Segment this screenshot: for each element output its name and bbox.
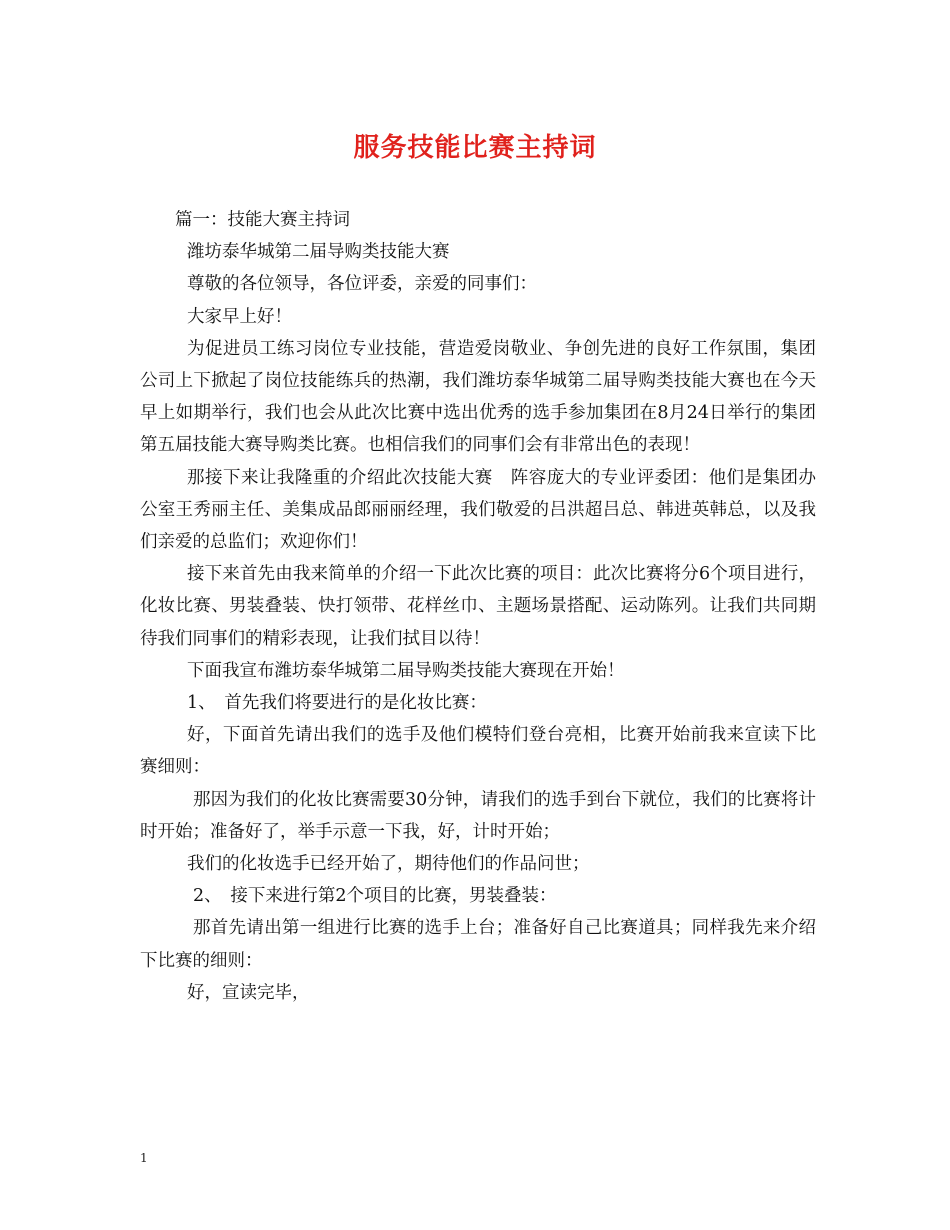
paragraph-announce-start: 下面我宣布潍坊泰华城第二届导购类技能大赛现在开始！ <box>187 660 625 681</box>
document-title: 服务技能比赛主持词 <box>353 133 597 163</box>
paragraph-good-morning: 大家早上好！ <box>187 306 292 327</box>
paragraph-section-heading: 篇一：技能大赛主持词 <box>175 210 350 230</box>
paragraph-greeting: 尊敬的各位领导，各位评委，亲爱的同事们： <box>187 274 537 295</box>
document-body <box>140 204 816 1009</box>
paragraph-item-1: 1、 首先我们将要进行的是化妆比赛： <box>187 693 487 714</box>
page-number: 1 <box>140 1151 148 1165</box>
paragraph-judges: 那接下来让我隆重的介绍此次技能大赛 阵容庞大的专业评委团：他们是集团办公室王秀丽主任、美集成品郎丽丽经理，我们敬爱的吕洪超吕总、韩进英韩总，以及我们亲爱的总监们；欢迎你们！ <box>140 467 816 553</box>
paragraph-timing: 那因为我们的化妆比赛需要30分钟，请我们的选手到台下就位，我们的比赛将计时开始；准备好了，举手示意一下我，好，计时开始； <box>140 789 816 842</box>
paragraph-events: 接下来首先由我来简单的介绍一下此次比赛的项目：此次比赛将分6个项目进行，化妆比赛、男装叠装、快打领带、花样丝巾、主题场景搭配、运动陈列。让我们共同期待我们同事们的精彩表现，让我们拭目以待！ <box>140 564 816 649</box>
paragraph-item-2: 2、 接下来进行第2个项目的比赛，男装叠装： <box>193 886 557 907</box>
paragraph-rules-1: 好，下面首先请出我们的选手及他们模特们登台亮相，比赛开始前我来宣读下比赛细则： <box>140 725 816 778</box>
paragraph-group-1: 那首先请出第一组进行比赛的选手上台；准备好自己比赛道具；同样我先来介绍下比赛的细则： <box>140 918 816 971</box>
paragraph-rules-done: 好，宣读完毕， <box>187 982 310 1003</box>
paragraph-intro: 为促进员工练习岗位专业技能，营造爱岗敬业、争创先进的良好工作氛围，集团公司上下掀起了岗位技能练兵的热潮，我们潍坊泰华城第二届导购类技能大赛也在今天早上如期举行，我们也会从此次比赛中选出优秀的选手参加集团在8月24日举行的集团第五届技能大赛导购类比赛。也相信我们的同事们会有非常出色的表现！ <box>140 338 816 456</box>
paragraph-makeup-started: 我们的化妆选手已经开始了，期待他们的作品问世； <box>187 854 590 875</box>
paragraph-event-name: 潍坊泰华城第二届导购类技能大赛 <box>187 242 450 263</box>
